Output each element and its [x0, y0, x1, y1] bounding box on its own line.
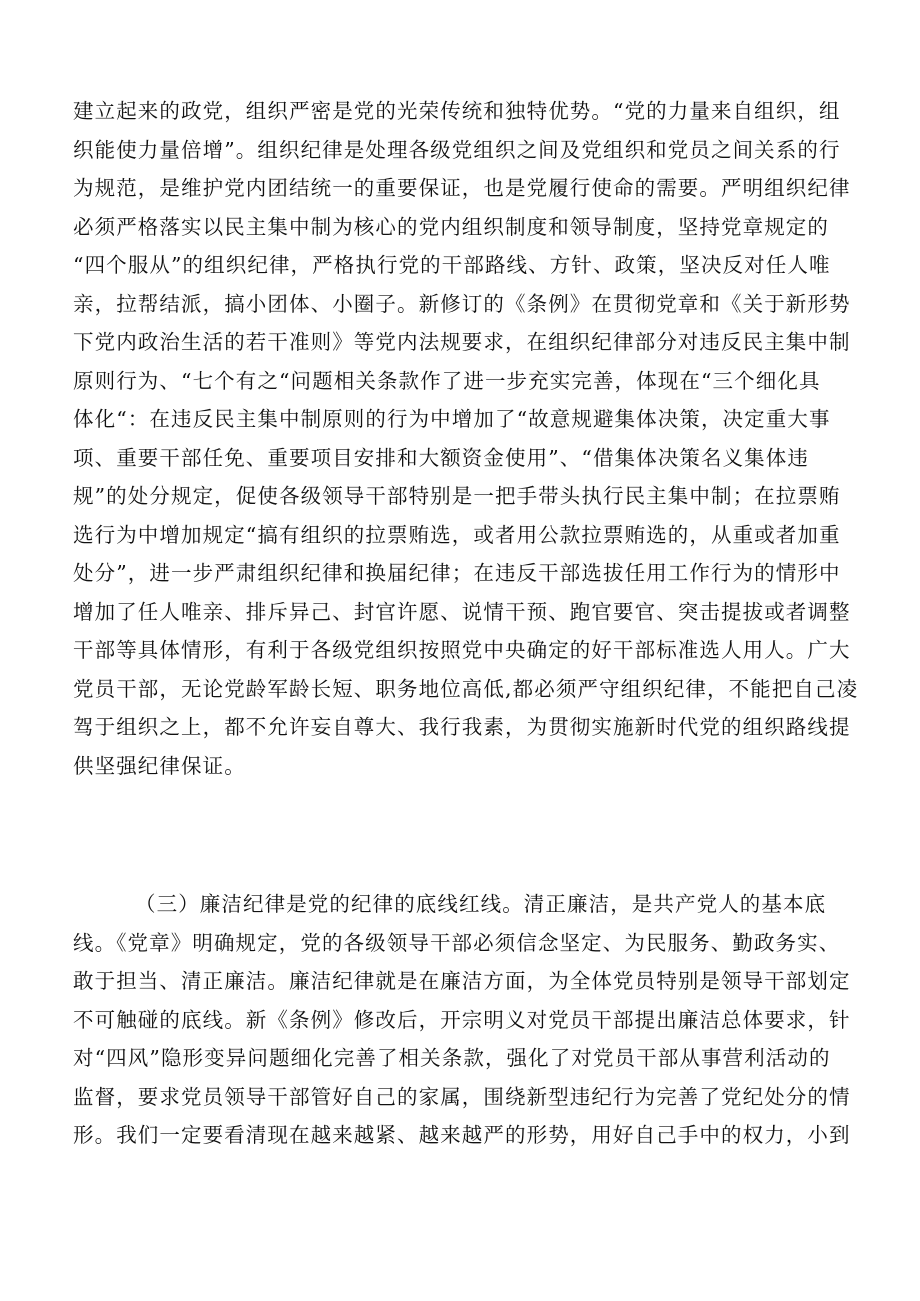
- text-line: 形。我们一定要看清现在越来越紧、越来越严的形势，用好自己手中的权力，小到: [73, 1123, 851, 1147]
- text-line: 敢于担当、清正廉洁。廉洁纪律就是在廉洁方面，为全体党员特别是领导干部划定: [73, 969, 851, 993]
- text-line: 供坚强纪律保证。: [73, 753, 246, 778]
- text-line: 增加了任人唯亲、排斥异己、封官许愿、说情干预、跑官要官、突击提拔或者调整: [73, 599, 851, 624]
- text-line: 监督，要求党员领导干部管好自己的家属，围绕新型违纪行为完善了党纪处分的情: [73, 1084, 851, 1109]
- text-line: 为规范，是维护党内团结统一的重要保证，也是党履行使命的需要。严明组织纪律: [73, 176, 851, 200]
- text-line: 干部等具体情形，有利于各级党组织按照党中央确定的好干部标准选人用人。广大: [73, 638, 851, 662]
- text-line: 选行为中增加规定“搞有组织的拉票贿选，或者用公款拉票贿选的，从重或者加重: [73, 522, 841, 547]
- paragraph-integrity-discipline: [73, 885, 858, 1155]
- text-line: 织能使力量倍增”。组织纪律是处理各级党组织之间及党组织和党员之间关系的行: [73, 137, 841, 162]
- text-line: 处分”，进一步严肃组织纪律和换届纪律；在违反干部选拔任用工作行为的情形中: [73, 561, 841, 585]
- text-line: 驾于组织之上，都不允许妄自尊大、我行我素，为贯彻实施新时代党的组织路线提: [73, 715, 851, 739]
- text-line: 规”的处分规定，促使各级领导干部特别是一把手带头执行民主集中制；在拉票贿: [73, 484, 841, 508]
- text-line: 对“四风”隐形变异问题细化完善了相关条款，强化了对党员干部从事营利活动的: [73, 1046, 831, 1070]
- text-line: 必须严格落实以民主集中制为核心的党内组织制度和领导制度，坚持党章规定的: [73, 214, 829, 239]
- text-line: 建立起来的政党，组织严密是党的光荣传统和独特优势。“党的力量来自组织，组: [73, 99, 841, 123]
- text-line: 亲，拉帮结派，搞小团体、小圈子。新修订的《条例》在贯彻党章和《关于新形势: [73, 291, 851, 316]
- text-line: 项、重要干部任免、重要项目安排和大额资金使用”、“借集体决策名义集体违: [73, 445, 809, 470]
- section-heading-line: （三）廉洁纪律是党的纪律的底线红线。清正廉洁，是共产党人的基本底: [135, 892, 827, 916]
- text-line: 原则行为、“七个有之“问题相关条款作了进一步充实完善，体现在“三个细化具: [73, 368, 821, 393]
- paragraph-organizational-discipline: [73, 92, 858, 785]
- text-line: “四个服从”的组织纪律，严格执行党的干部路线、方针、政策，坚决反对任人唯: [73, 253, 831, 277]
- text-line: 体化“：在违反民主集中制原则的行为中增加了“故意规避集体决策，决定重大事: [73, 407, 831, 431]
- text-line: 线。《党章》明确规定，党的各级领导干部必须信念坚定、为民服务、勤政务实、: [73, 930, 841, 955]
- text-line: 下党内政治生活的若干准则》等党内法规要求，在组织纪律部分对违反民主集中制: [73, 330, 851, 354]
- text-line: 党员干部，无论党龄军龄长短、职务地位高低,都必须严守组织纪律，不能把自己凌: [73, 676, 859, 701]
- text-line: 不可触碰的底线。新《条例》修改后，开宗明义对党员干部提出廉洁总体要求，针: [73, 1007, 851, 1032]
